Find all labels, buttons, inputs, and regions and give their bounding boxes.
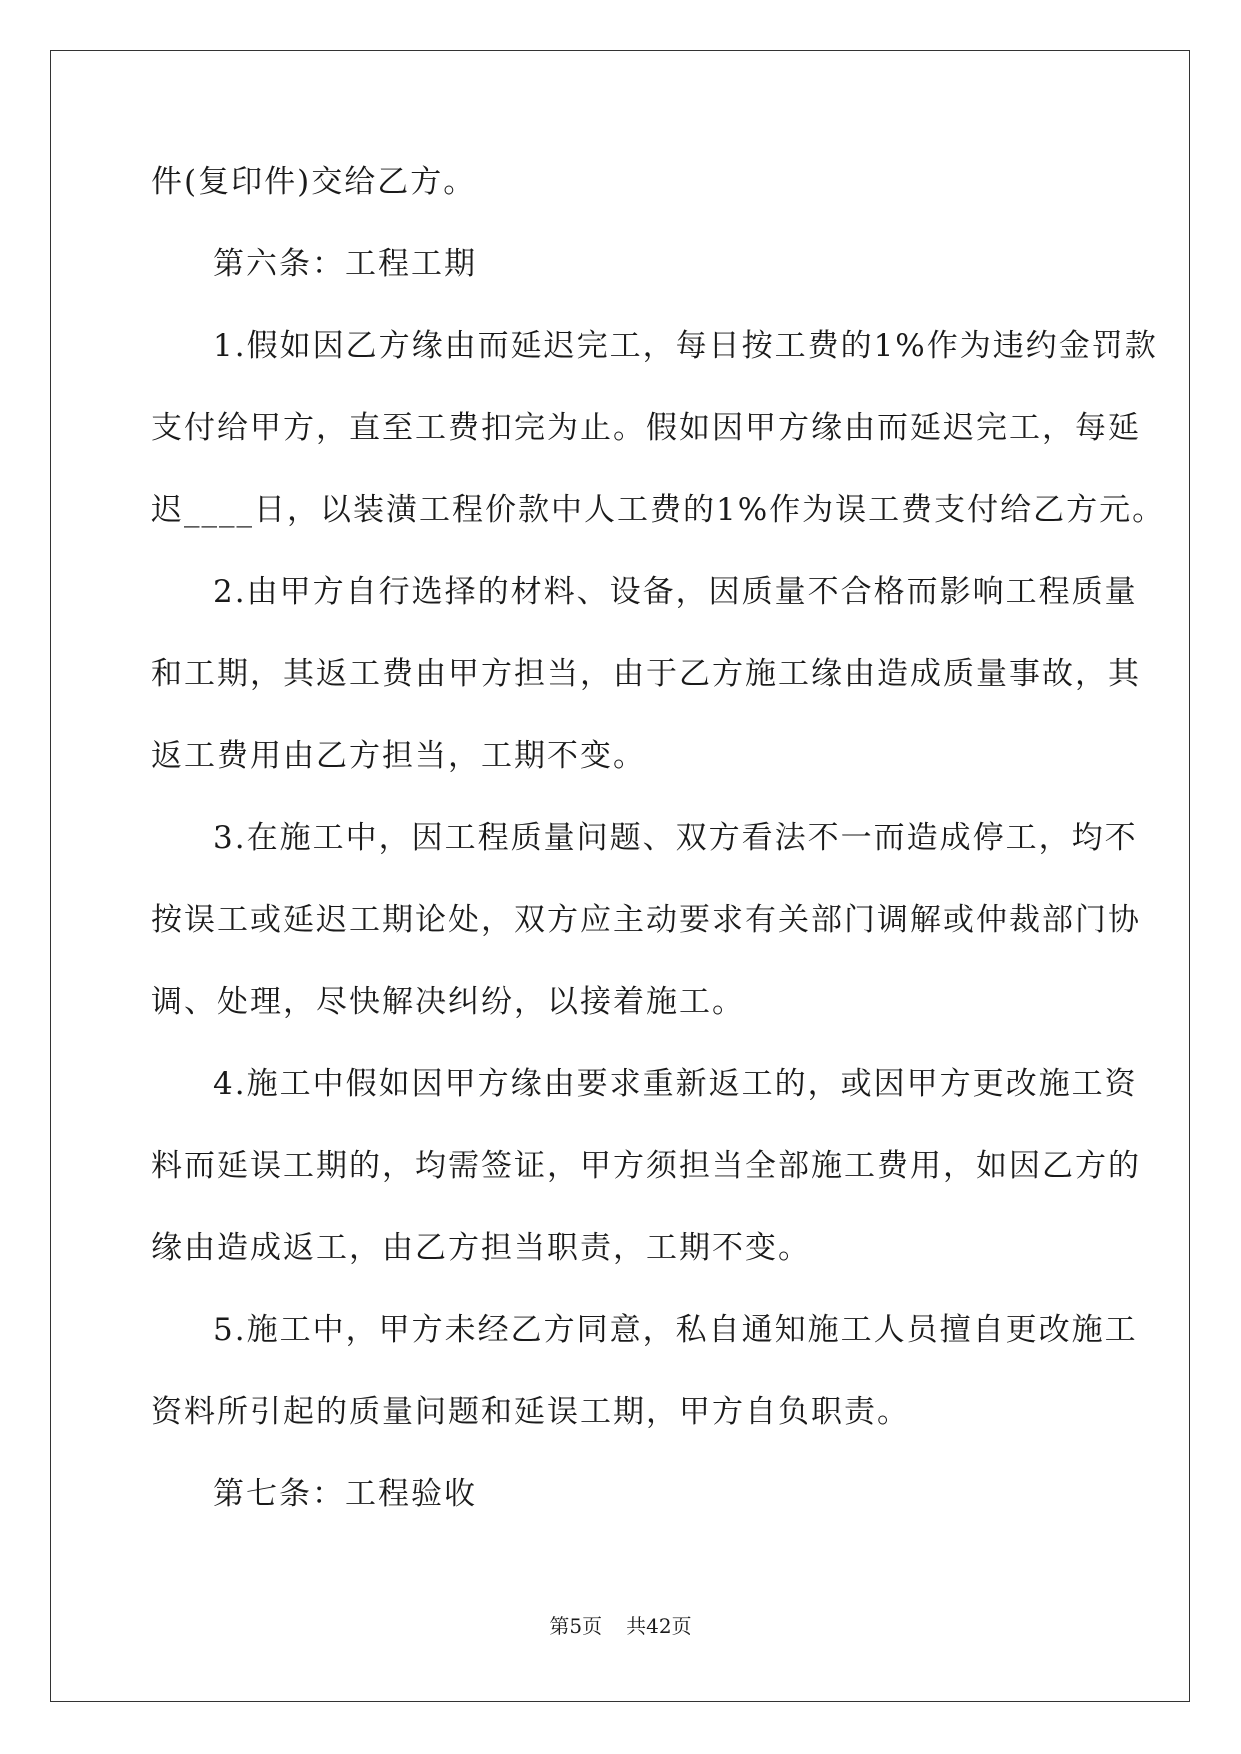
paragraph-line: 3.在施工中，因工程质量问题、双方看法不一而造成停工，均不 [213, 820, 1138, 856]
paragraph-line: 料而延误工期的，均需签证，甲方须担当全部施工费用，如因乙方的 [151, 1148, 1141, 1184]
section-heading: 第七条：工程验收 [213, 1476, 477, 1512]
paragraph-line: 调、处理，尽快解决纠纷，以接着施工。 [151, 984, 745, 1020]
total-page-count: 共42页 [626, 1614, 692, 1638]
paragraph-line: 4.施工中假如因甲方缘由要求重新返工的，或因甲方更改施工资 [213, 1066, 1138, 1102]
page-footer [0, 1614, 1241, 1638]
current-page-number: 第5页 [549, 1614, 603, 1638]
paragraph-line: 和工期，其返工费由甲方担当，由于乙方施工缘由造成质量事故，其 [151, 656, 1141, 692]
paragraph-line: 返工费用由乙方担当，工期不变。 [151, 738, 646, 774]
paragraph-line: 按误工或延迟工期论处，双方应主动要求有关部门调解或仲裁部门协 [151, 902, 1141, 938]
paragraph-line: 支付给甲方，直至工费扣完为止。假如因甲方缘由而延迟完工，每延 [151, 410, 1141, 446]
paragraph-line: 件(复印件)交给乙方。 [151, 164, 477, 200]
paragraph-line: 资料所引起的质量问题和延误工期，甲方自负职责。 [151, 1394, 910, 1430]
paragraph-line: 迟____日，以装潢工程价款中人工费的1%作为误工费支付给乙方元。 [151, 492, 1166, 528]
document-body [151, 162, 1166, 1556]
section-heading: 第六条：工程工期 [213, 246, 477, 282]
paragraph-line: 5.施工中，甲方未经乙方同意，私自通知施工人员擅自更改施工 [213, 1312, 1138, 1348]
paragraph-line: 2.由甲方自行选择的材料、设备，因质量不合格而影响工程质量 [213, 574, 1138, 610]
paragraph-line: 缘由造成返工，由乙方担当职责，工期不变。 [151, 1230, 811, 1266]
paragraph-line: 1.假如因乙方缘由而延迟完工，每日按工费的1%作为违约金罚款 [213, 328, 1158, 364]
